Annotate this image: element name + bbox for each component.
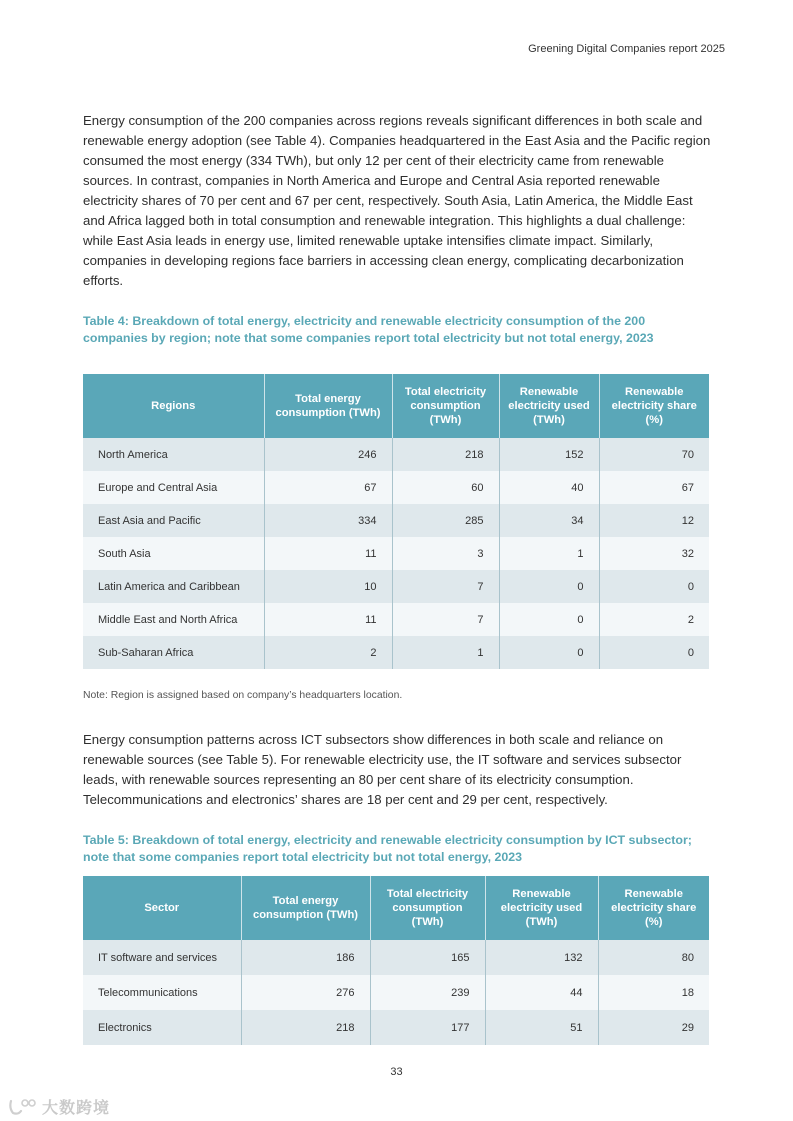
watermark: [8, 1095, 110, 1118]
column-header: Renewable electricity share (%): [599, 374, 709, 438]
value-cell: 152: [499, 438, 599, 471]
value-cell: 1: [499, 537, 599, 570]
value-cell: 186: [241, 940, 370, 975]
sector-cell: Telecommunications: [83, 975, 241, 1010]
region-cell: Latin America and Caribbean: [83, 570, 264, 603]
value-cell: 12: [599, 504, 709, 537]
page-number: 33: [390, 1066, 403, 1078]
value-cell: 0: [599, 570, 709, 603]
value-cell: 276: [241, 975, 370, 1010]
column-header: Total electricity consumption (TWh): [370, 876, 485, 940]
region-cell: South Asia: [83, 537, 264, 570]
table-row: [83, 1010, 709, 1045]
value-cell: 3: [392, 537, 499, 570]
table-row: [83, 603, 709, 636]
region-cell: East Asia and Pacific: [83, 504, 264, 537]
value-cell: 2: [599, 603, 709, 636]
column-header: Sector: [83, 876, 241, 940]
value-cell: 40: [499, 471, 599, 504]
value-cell: 32: [599, 537, 709, 570]
running-header-title: Greening Digital Companies report 2025: [528, 43, 725, 55]
value-cell: 2: [264, 636, 392, 669]
value-cell: 165: [370, 940, 485, 975]
value-cell: 334: [264, 504, 392, 537]
sector-cell: Electronics: [83, 1010, 241, 1045]
value-cell: 177: [370, 1010, 485, 1045]
value-cell: 44: [485, 975, 598, 1010]
value-cell: 11: [264, 537, 392, 570]
table-row: [83, 471, 709, 504]
region-cell: Europe and Central Asia: [83, 471, 264, 504]
column-header: Total energy consumption (TWh): [241, 876, 370, 940]
table4-regions: [83, 374, 709, 669]
value-cell: 80: [598, 940, 709, 975]
value-cell: 218: [241, 1010, 370, 1045]
value-cell: 239: [370, 975, 485, 1010]
value-cell: 246: [264, 438, 392, 471]
subsector-paragraph: Energy consumption patterns across ICT subsectors show differences in both scale and reliance on renewable sources (see Table 5). For renewable electricity use, the IT software and services subsector leads, with renewable sources representing an 80 per cent share of its electricity consumption. Telecommunications and electronics’ shares are 18 per cent and 29 per cent, respectively.: [83, 732, 682, 807]
value-cell: 70: [599, 438, 709, 471]
value-cell: 218: [392, 438, 499, 471]
value-cell: 67: [599, 471, 709, 504]
column-header: Total electricity consumption (TWh): [392, 374, 499, 438]
table5-header-row: [83, 876, 709, 940]
value-cell: 29: [598, 1010, 709, 1045]
region-cell: Sub-Saharan Africa: [83, 636, 264, 669]
sector-cell: IT software and services: [83, 940, 241, 975]
column-header: Renewable electricity used (TWh): [485, 876, 598, 940]
value-cell: 0: [599, 636, 709, 669]
table-row: [83, 570, 709, 603]
table4-header-row: [83, 374, 709, 438]
value-cell: 34: [499, 504, 599, 537]
column-header: Renewable electricity used (TWh): [499, 374, 599, 438]
value-cell: 0: [499, 570, 599, 603]
column-header: Regions: [83, 374, 264, 438]
watermark-text: 大数跨境: [42, 1100, 111, 1117]
table-row: [83, 975, 709, 1010]
value-cell: 67: [264, 471, 392, 504]
value-cell: 51: [485, 1010, 598, 1045]
value-cell: 0: [499, 636, 599, 669]
value-cell: 285: [392, 504, 499, 537]
value-cell: 7: [392, 603, 499, 636]
table-row: [83, 537, 709, 570]
region-cell: Middle East and North Africa: [83, 603, 264, 636]
value-cell: 1: [392, 636, 499, 669]
table-row: [83, 504, 709, 537]
value-cell: 7: [392, 570, 499, 603]
table-row: [83, 438, 709, 471]
column-header: Total energy consumption (TWh): [264, 374, 392, 438]
value-cell: 0: [499, 603, 599, 636]
value-cell: 132: [485, 940, 598, 975]
value-cell: 11: [264, 603, 392, 636]
table-row: [83, 636, 709, 669]
table4-caption: Table 4: Breakdown of total energy, electricity and renewable electricity consumption of the 200 companies by region; note that some companies report total electricity but not total energy, 2023: [83, 314, 654, 345]
value-cell: 10: [264, 570, 392, 603]
table5-subsectors: [83, 876, 709, 1045]
logo-icon: [8, 1098, 38, 1116]
value-cell: 60: [392, 471, 499, 504]
value-cell: 18: [598, 975, 709, 1010]
intro-paragraph: Energy consumption of the 200 companies across regions reveals significant differences in both scale and renewable energy adoption (see Table 4). Companies headquartered in the East Asia and the Pacific region consumed the most energy (334 TWh), but only 12 per cent of their electricity came from renewable sources. In contrast, companies in North America and Europe and Central Asia reported renewable electricity shares of 70 per cent and 67 per cent, respectively. South Asia, Latin America, the Middle East and Africa lagged both in total consumption and renewable integration. This highlights a dual challenge: while East Asia leads in energy use, limited renewable uptake intensifies climate impact. Similarly, companies in developing regions face barriers in accessing clean energy, complicating decarbonization efforts.: [83, 113, 711, 288]
table4-note: Note: Region is assigned based on company’s headquarters location.: [83, 690, 403, 701]
table-row: [83, 940, 709, 975]
region-cell: North America: [83, 438, 264, 471]
table5-caption: Table 5: Breakdown of total energy, electricity and renewable electricity consumption by ICT subsector; note that some companies report total electricity but not total energy, 2023: [83, 833, 692, 864]
column-header: Renewable electricity share (%): [598, 876, 709, 940]
